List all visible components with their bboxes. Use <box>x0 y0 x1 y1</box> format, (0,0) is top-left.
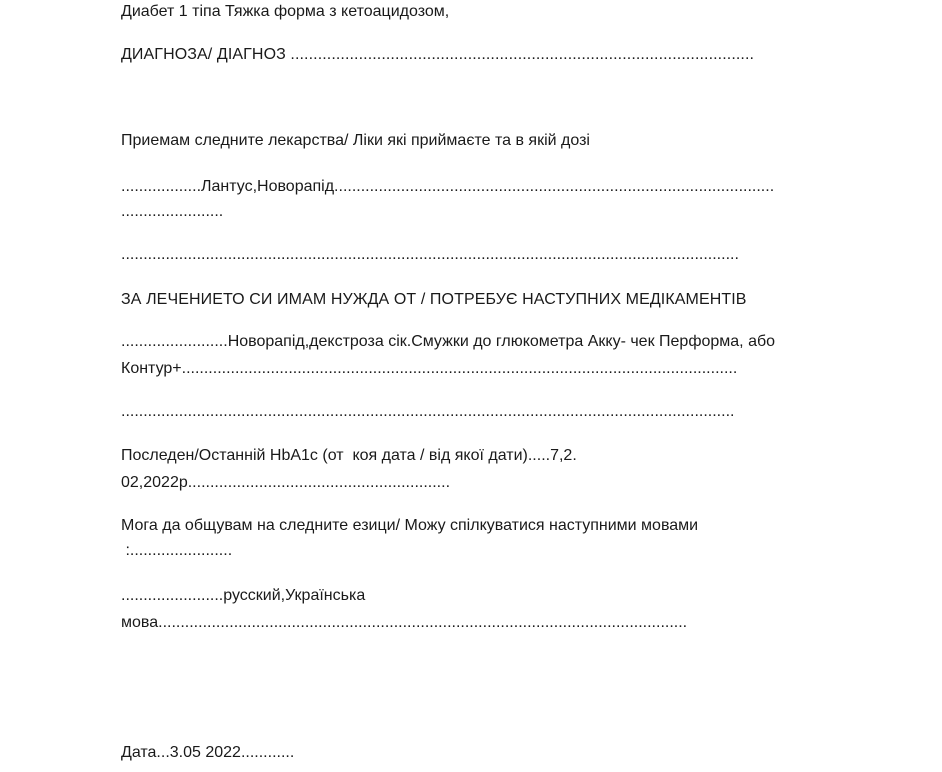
date-line: Дата...3.05 2022............ <box>121 744 295 761</box>
languages-label: Мога да общувам на следните езици/ Можу спілкуватися наступними мовами <box>121 517 699 534</box>
needs-line-3: .......................................................................................................................................... <box>121 403 735 420</box>
languages-line-2: .......................русский,Українська <box>121 587 366 604</box>
languages-line-3: мова....................................................................................................................... <box>121 614 688 631</box>
hba1c-line-2: 02,2022р........................................................... <box>121 474 451 491</box>
diagnosis-label: ДИАГНОЗА/ ДIАГНОЗ ...................................................................................................... <box>121 46 755 63</box>
medications-line-3: ........................................................................................................................................... <box>121 246 739 263</box>
languages-line-1: :....................... <box>121 542 233 559</box>
medications-line-1: ..................Лантус,Новорапід................................................................................................... <box>121 178 775 195</box>
diagnosis-text: Диабет 1 тiпа Тяжка форма з кетоацидозом, <box>121 3 450 20</box>
needs-line-1: ........................Новорапід,декстроза сік.Смужки до глюкометра Акку- чек Перформа, або <box>121 333 776 350</box>
medications-line-2: ....................... <box>121 203 224 220</box>
needs-label: ЗА ЛЕЧЕНИЕТО СИ ИМАМ НУЖДА ОТ / ПОТРЕБУЄ НАСТУПНИХ МЕДІКАМЕНТІВ <box>121 291 747 308</box>
medications-label: Приемам следните лекарства/ Ліки які приймаєте та в якій дозі <box>121 132 590 149</box>
hba1c-line-1: Последен/Останній HbA1c (от коя дата / від якої дати).....7,2. <box>121 447 577 464</box>
needs-line-2: Контур+............................................................................................................................. <box>121 360 738 377</box>
